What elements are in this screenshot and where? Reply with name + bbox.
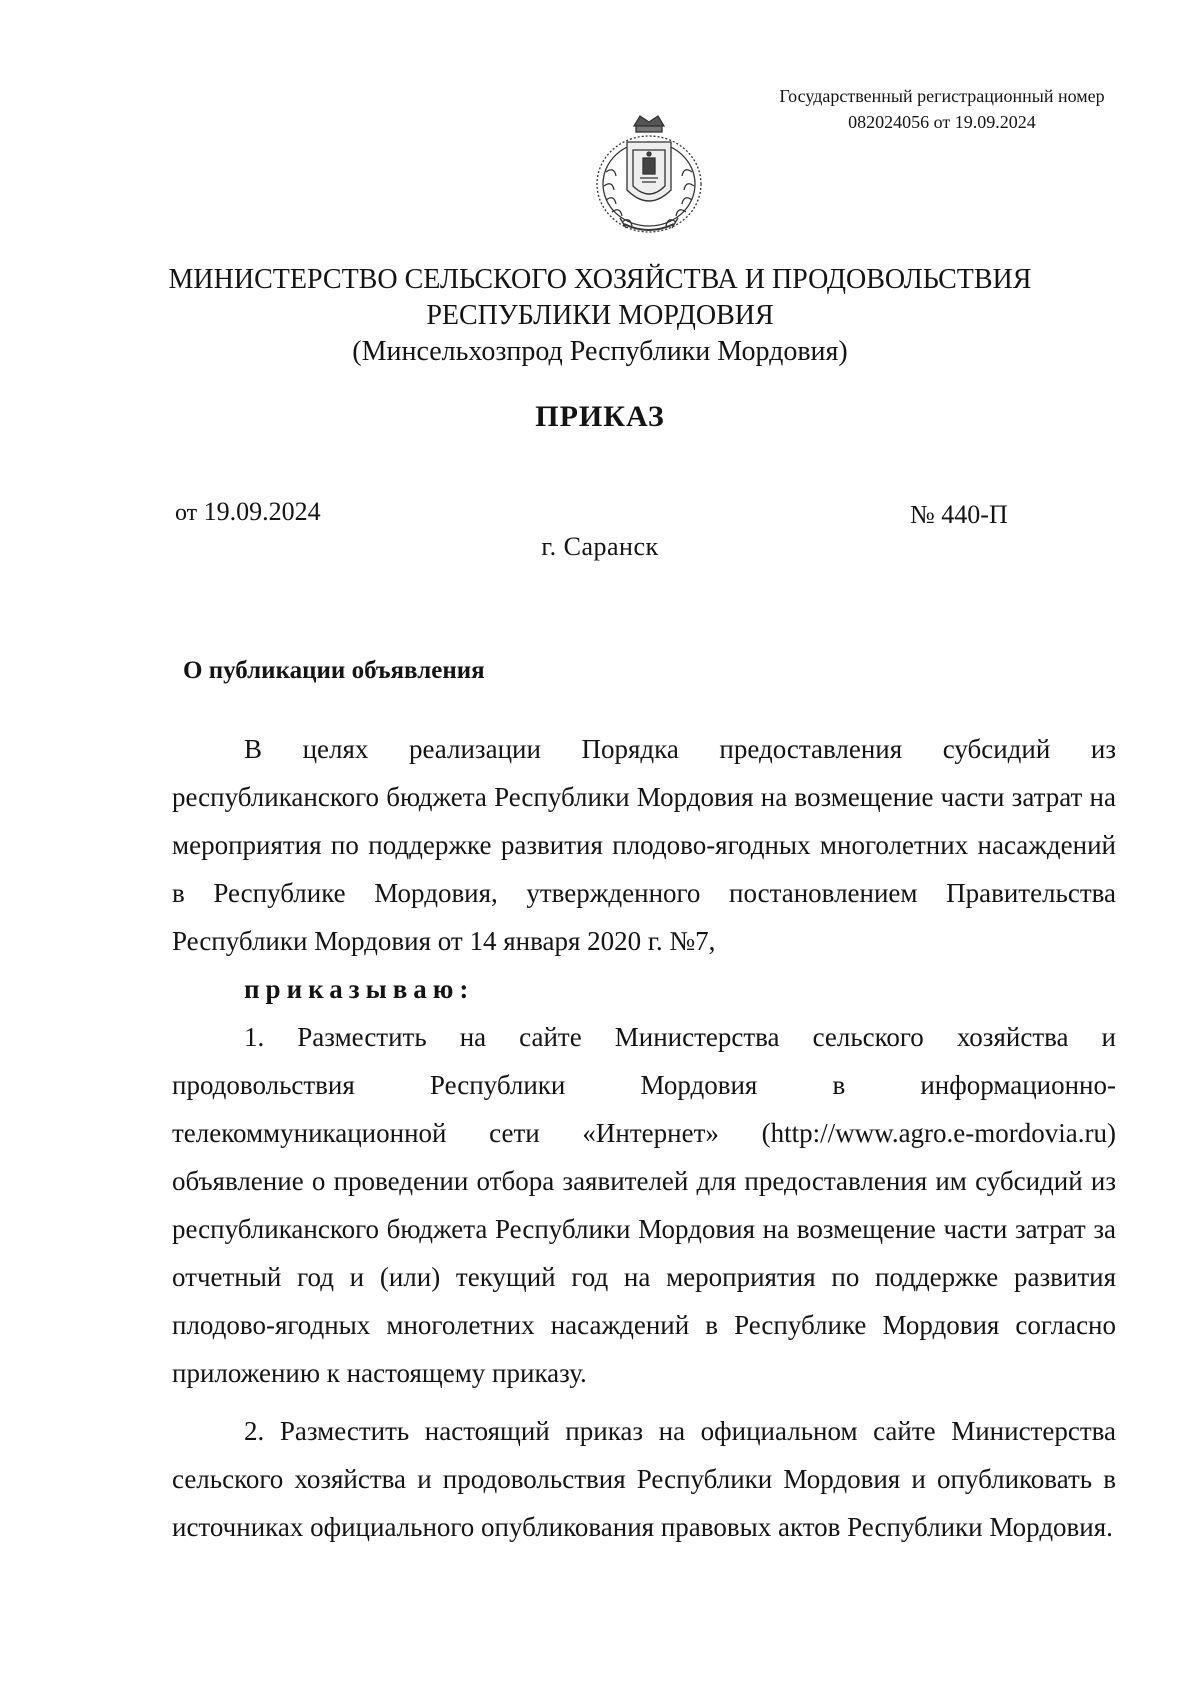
ministry-name-line2: РЕСПУБЛИКИ МОРДОВИЯ bbox=[426, 300, 774, 331]
preamble-paragraph: В целях реализации Порядка предоставления субсидий из республиканского бюджета Республики Мордовия на возмещение части затрат на мероприятия по поддержке развития плодово-ягодных многолетних насаждений в Республике Мордовия, утвержденного постановлением Правительства Республики Мордовия от 14 января 2020 г. №7, bbox=[172, 734, 1116, 956]
date-value: 19.09.2024 bbox=[203, 497, 321, 526]
document-number: № 440-П bbox=[910, 500, 1008, 529]
registration-number: 082024056 от 19.09.2024 bbox=[848, 112, 1036, 132]
document-title: ПРИКАЗ bbox=[535, 400, 665, 433]
item-1-paragraph: 1. Разместить на сайте Министерства сельского хозяйства и продовольствия Республики Мордовия в информационно-телекоммуникационной сети «Интернет» (http://www.agro.e-mordovia.ru) объявление о проведении отбора заявителей для предоставления им субсидий из республиканского бюджета Республики Мордовия на возмещение части затрат за отчетный год и (или) текущий год на мероприятия по поддержке развития плодово-ягодных многолетних насаждений в Республике Мордовия согласно приложению к настоящему приказу. bbox=[172, 1022, 1116, 1388]
registration-label: Государственный регистрационный номер bbox=[779, 86, 1105, 106]
coat-of-arms-icon bbox=[590, 112, 708, 238]
document-date bbox=[175, 497, 321, 527]
registration-number-block bbox=[732, 83, 1152, 135]
ministry-name-line1: МИНИСТЕРСТВО СЕЛЬСКОГО ХОЗЯЙСТВА И ПРОДОВОЛЬСТВИЯ bbox=[168, 264, 1032, 295]
item-2-paragraph: 2. Разместить настоящий приказ на официальном сайте Министерства сельского хозяйства и продовольствия Республики Мордовия и опубликовать в источниках официального опубликования правовых актов Республики Мордовия. bbox=[172, 1416, 1116, 1542]
ministry-heading bbox=[140, 262, 1060, 370]
date-prefix: от bbox=[175, 500, 198, 526]
document-city: г. Саранск bbox=[541, 532, 659, 561]
order-word: приказываю: bbox=[244, 974, 475, 1004]
ministry-short-name: (Минсельхозпрод Республики Мордовия) bbox=[352, 336, 848, 367]
document-body bbox=[172, 725, 1116, 1551]
order-line bbox=[172, 965, 1116, 1013]
document-subject: О публикации объявления bbox=[183, 657, 485, 684]
